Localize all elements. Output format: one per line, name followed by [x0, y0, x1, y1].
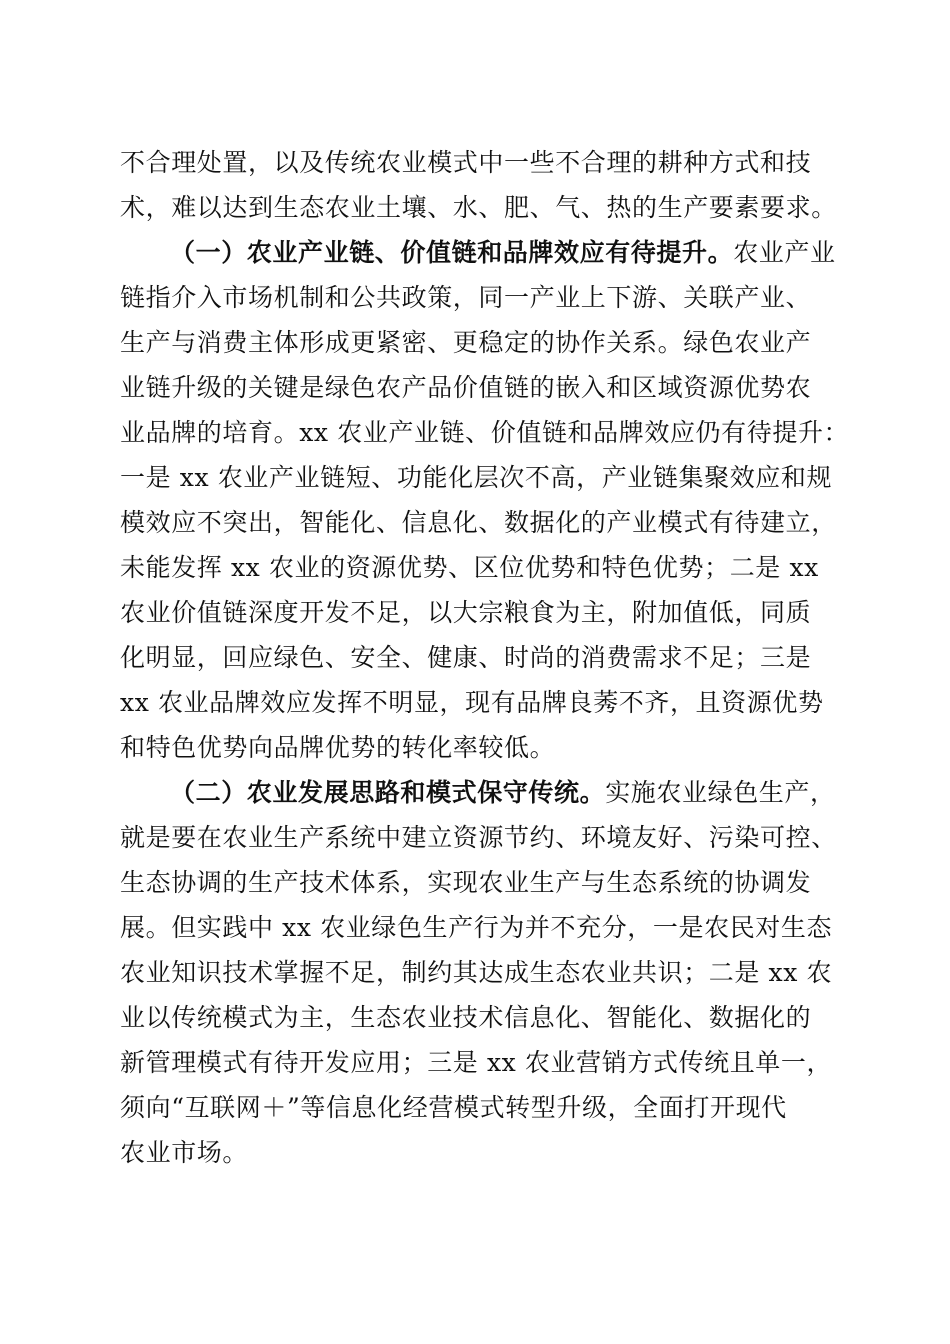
- text-line: 业链升级的关键是绿色农产品价值链的嵌入和区域资源优势农: [120, 373, 812, 402]
- text-line: 展。但实践中 xx 农业绿色生产行为并不充分，一是农民对生态: [120, 913, 833, 942]
- section-2-first-line-text: 实施农业绿色生产，: [605, 778, 836, 807]
- section-1-first-line: [170, 238, 890, 268]
- text-line: 生态协调的生产技术体系，实现农业生产与生态系统的协调发: [120, 868, 812, 897]
- text-line: 业品牌的培育。xx 农业产业链、价值链和品牌效应仍有待提升：: [120, 418, 850, 447]
- text-line: 农业市场。: [120, 1138, 249, 1167]
- text-line: 术，难以达到生态农业土壤、水、肥、气、热的生产要素要求。: [120, 193, 837, 222]
- text-line: 农业知识技术掌握不足，制约其达成生态农业共识；二是 xx 农: [120, 958, 833, 987]
- text-line: 业以传统模式为主，生态农业技术信息化、智能化、数据化的: [120, 1003, 812, 1032]
- text-line: 一是 xx 农业产业链短、功能化层次不高，产业链集聚效应和规: [120, 463, 833, 492]
- text-line: 就是要在农业生产系统中建立资源节约、环境友好、污染可控、: [120, 823, 837, 852]
- text-line: 农业价值链深度开发不足，以大宗粮食为主，附加值低，同质: [120, 598, 812, 627]
- text-line: 模效应不突出，智能化、信息化、数据化的产业模式有待建立，: [120, 508, 837, 537]
- section-2-first-line: [170, 778, 890, 808]
- text-line: 新管理模式有待开发应用；三是 xx 农业营销方式传统且单一，: [120, 1048, 833, 1077]
- text-line: 须向“互联网＋”等信息化经营模式转型升级，全面打开现代: [120, 1093, 787, 1122]
- text-line: 链指介入市场机制和公共政策，同一产业上下游、关联产业、: [120, 283, 812, 312]
- text-line: 生产与消费主体形成更紧密、更稳定的协作关系。绿色农业产: [120, 328, 812, 357]
- text-line: 化明显，回应绿色、安全、健康、时尚的消费需求不足；三是: [120, 643, 812, 672]
- text-line: 和特色优势向品牌优势的转化率较低。: [120, 733, 556, 762]
- section-1-heading: （一）农业产业链、价值链和品牌效应有待提升。: [170, 238, 734, 267]
- text-line: 不合理处置，以及传统农业模式中一些不合理的耕种方式和技: [120, 148, 812, 177]
- text-line: xx 农业品牌效应发挥不明显，现有品牌良莠不齐，且资源优势: [120, 688, 824, 717]
- section-2-heading: （二）农业发展思路和模式保守传统。: [170, 778, 606, 807]
- section-1-first-line-text: 农业产业: [733, 238, 836, 267]
- text-line: 未能发挥 xx 农业的资源优势、区位优势和特色优势；二是 xx: [120, 553, 819, 582]
